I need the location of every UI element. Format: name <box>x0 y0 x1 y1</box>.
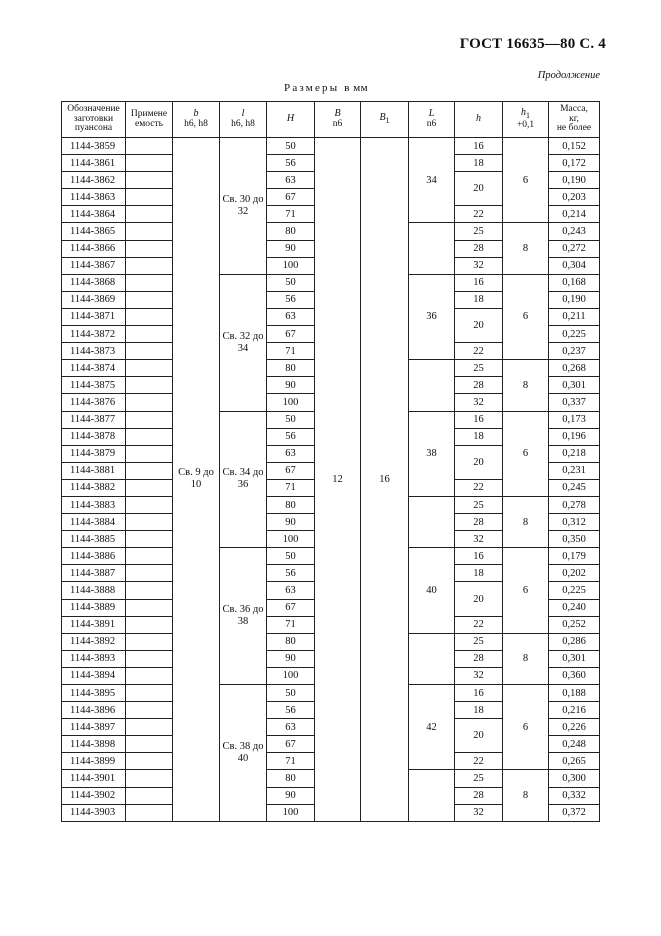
mass-cell: 0,360 <box>549 667 600 684</box>
H-cell: 71 <box>267 479 315 496</box>
h-cell: 25 <box>455 496 503 513</box>
mass-cell: 0,202 <box>549 565 600 582</box>
designation-cell: 1144-3876 <box>62 394 126 411</box>
mass-cell: 0,268 <box>549 360 600 377</box>
L-cell-empty <box>409 223 455 274</box>
designation-cell: 1144-3862 <box>62 172 126 189</box>
mass-cell: 0,173 <box>549 411 600 428</box>
B-cell: 12 <box>315 138 361 822</box>
h-cell: 28 <box>455 240 503 257</box>
application-cell <box>126 565 173 582</box>
continuation-label: Продолжение <box>537 70 600 81</box>
h-cell: 25 <box>455 633 503 650</box>
header-row <box>62 102 600 138</box>
h-cell: 25 <box>455 360 503 377</box>
H-cell: 50 <box>267 685 315 702</box>
H-cell: 67 <box>267 599 315 616</box>
mass-cell: 0,216 <box>549 702 600 719</box>
H-cell: 80 <box>267 496 315 513</box>
application-cell <box>126 445 173 462</box>
H-cell: 100 <box>267 804 315 821</box>
H-cell: 56 <box>267 291 315 308</box>
application-cell <box>126 804 173 821</box>
designation-cell: 1144-3889 <box>62 599 126 616</box>
designation-cell: 1144-3892 <box>62 633 126 650</box>
application-cell <box>126 223 173 240</box>
application-cell <box>126 685 173 702</box>
l-cell: Св. 32 до 34 <box>220 274 267 411</box>
h-cell: 32 <box>455 394 503 411</box>
application-cell <box>126 616 173 633</box>
designation-cell: 1144-3901 <box>62 770 126 787</box>
application-cell <box>126 240 173 257</box>
dimensions-unit: в мм <box>344 82 369 94</box>
designation-cell: 1144-3864 <box>62 206 126 223</box>
h-cell: 16 <box>455 138 503 155</box>
application-cell <box>126 206 173 223</box>
H-cell: 71 <box>267 753 315 770</box>
mass-cell: 0,190 <box>549 172 600 189</box>
h-cell: 16 <box>455 685 503 702</box>
h1-cell: 6 <box>503 138 549 223</box>
col-L: L n6 <box>409 102 455 138</box>
mass-cell: 0,240 <box>549 599 600 616</box>
h-cell: 16 <box>455 548 503 565</box>
designation-cell: 1144-3882 <box>62 479 126 496</box>
col-l: l h6, h8 <box>220 102 267 138</box>
H-cell: 67 <box>267 736 315 753</box>
h-cell: 32 <box>455 257 503 274</box>
col-B: B n6 <box>315 102 361 138</box>
L-cell: 42 <box>409 685 455 770</box>
H-cell: 56 <box>267 155 315 172</box>
L-cell-empty <box>409 633 455 684</box>
h-cell: 20 <box>455 172 503 206</box>
mass-cell: 0,168 <box>549 274 600 291</box>
designation-cell: 1144-3886 <box>62 548 126 565</box>
application-cell <box>126 172 173 189</box>
b-cell: Св. 9 до 10 <box>173 138 220 822</box>
application-cell <box>126 326 173 343</box>
page-header-title: ГОСТ 16635—80 С. 4 <box>459 36 606 52</box>
application-cell <box>126 462 173 479</box>
h-cell: 28 <box>455 787 503 804</box>
h-cell: 16 <box>455 411 503 428</box>
h-cell: 20 <box>455 445 503 479</box>
h1-cell: 8 <box>503 770 549 821</box>
h-cell: 32 <box>455 667 503 684</box>
mass-cell: 0,332 <box>549 787 600 804</box>
h-cell: 18 <box>455 291 503 308</box>
mass-cell: 0,301 <box>549 377 600 394</box>
h1-cell: 6 <box>503 411 549 496</box>
designation-cell: 1144-3899 <box>62 753 126 770</box>
L-cell-empty <box>409 360 455 411</box>
H-cell: 71 <box>267 206 315 223</box>
application-cell <box>126 667 173 684</box>
h-cell: 18 <box>455 428 503 445</box>
application-cell <box>126 394 173 411</box>
H-cell: 80 <box>267 360 315 377</box>
h-cell: 28 <box>455 650 503 667</box>
mass-cell: 0,278 <box>549 496 600 513</box>
l-cell: Св. 38 до 40 <box>220 685 267 822</box>
application-cell <box>126 599 173 616</box>
application-cell <box>126 189 173 206</box>
h-cell: 22 <box>455 343 503 360</box>
H-cell: 90 <box>267 787 315 804</box>
l-cell: Св. 34 до 36 <box>220 411 267 548</box>
application-cell <box>126 291 173 308</box>
application-cell <box>126 633 173 650</box>
H-cell: 90 <box>267 650 315 667</box>
dimensions-word: Размеры <box>284 82 340 94</box>
application-cell <box>126 155 173 172</box>
l-cell: Св. 30 до 32 <box>220 138 267 275</box>
H-cell: 80 <box>267 223 315 240</box>
H-cell: 50 <box>267 138 315 155</box>
H-cell: 63 <box>267 308 315 325</box>
mass-cell: 0,337 <box>549 394 600 411</box>
h-cell: 18 <box>455 702 503 719</box>
designation-cell: 1144-3896 <box>62 702 126 719</box>
designation-cell: 1144-3884 <box>62 514 126 531</box>
mass-cell: 0,252 <box>549 616 600 633</box>
H-cell: 56 <box>267 702 315 719</box>
h1-cell: 8 <box>503 633 549 684</box>
H-cell: 50 <box>267 274 315 291</box>
designation-cell: 1144-3868 <box>62 274 126 291</box>
col-h: h <box>455 102 503 138</box>
l-cell: Св. 36 до 38 <box>220 548 267 685</box>
H-cell: 56 <box>267 428 315 445</box>
mass-cell: 0,218 <box>549 445 600 462</box>
L-cell: 36 <box>409 274 455 359</box>
col-application: Примене емость <box>126 102 173 138</box>
designation-cell: 1144-3888 <box>62 582 126 599</box>
H-cell: 80 <box>267 770 315 787</box>
application-cell <box>126 274 173 291</box>
mass-cell: 0,300 <box>549 770 600 787</box>
designation-cell: 1144-3872 <box>62 326 126 343</box>
L-cell: 38 <box>409 411 455 496</box>
mass-cell: 0,203 <box>549 189 600 206</box>
designation-cell: 1144-3879 <box>62 445 126 462</box>
mass-cell: 0,237 <box>549 343 600 360</box>
mass-cell: 0,372 <box>549 804 600 821</box>
H-cell: 90 <box>267 514 315 531</box>
h-cell: 20 <box>455 582 503 616</box>
col-mass: Масса, кг, не более <box>549 102 600 138</box>
h1-cell: 6 <box>503 548 549 633</box>
H-cell: 80 <box>267 633 315 650</box>
application-cell <box>126 770 173 787</box>
designation-cell: 1144-3891 <box>62 616 126 633</box>
mass-cell: 0,312 <box>549 514 600 531</box>
mass-cell: 0,211 <box>549 308 600 325</box>
col-designation: Обозначение заготовки пуансона <box>62 102 126 138</box>
H-cell: 100 <box>267 531 315 548</box>
mass-cell: 0,304 <box>549 257 600 274</box>
table-row <box>62 138 600 155</box>
L-cell-empty <box>409 496 455 547</box>
mass-cell: 0,245 <box>549 479 600 496</box>
designation-cell: 1144-3866 <box>62 240 126 257</box>
mass-cell: 0,248 <box>549 736 600 753</box>
application-cell <box>126 308 173 325</box>
designation-cell: 1144-3861 <box>62 155 126 172</box>
H-cell: 67 <box>267 326 315 343</box>
h-cell: 18 <box>455 155 503 172</box>
h-cell: 25 <box>455 223 503 240</box>
application-cell <box>126 479 173 496</box>
designation-cell: 1144-3893 <box>62 650 126 667</box>
H-cell: 100 <box>267 257 315 274</box>
designation-cell: 1144-3885 <box>62 531 126 548</box>
h-cell: 28 <box>455 377 503 394</box>
mass-cell: 0,152 <box>549 138 600 155</box>
designation-cell: 1144-3881 <box>62 462 126 479</box>
H-cell: 50 <box>267 411 315 428</box>
dimensions-table <box>61 101 600 822</box>
col-b: b h6, h8 <box>173 102 220 138</box>
col-h1: $h_1$ +0,1 <box>503 102 549 138</box>
designation-cell: 1144-3871 <box>62 308 126 325</box>
h-cell: 22 <box>455 206 503 223</box>
designation-cell: 1144-3874 <box>62 360 126 377</box>
designation-cell: 1144-3863 <box>62 189 126 206</box>
h1-cell: 8 <box>503 360 549 411</box>
application-cell <box>126 531 173 548</box>
H-cell: 67 <box>267 189 315 206</box>
h-cell: 20 <box>455 719 503 753</box>
application-cell <box>126 496 173 513</box>
H-cell: 63 <box>267 582 315 599</box>
application-cell <box>126 411 173 428</box>
mass-cell: 0,179 <box>549 548 600 565</box>
mass-cell: 0,226 <box>549 719 600 736</box>
application-cell <box>126 548 173 565</box>
designation-cell: 1144-3877 <box>62 411 126 428</box>
designation-cell: 1144-3878 <box>62 428 126 445</box>
H-cell: 63 <box>267 719 315 736</box>
application-cell <box>126 428 173 445</box>
application-cell <box>126 343 173 360</box>
mass-cell: 0,272 <box>549 240 600 257</box>
mass-cell: 0,188 <box>549 685 600 702</box>
H-cell: 100 <box>267 667 315 684</box>
application-cell <box>126 582 173 599</box>
designation-cell: 1144-3898 <box>62 736 126 753</box>
application-cell <box>126 360 173 377</box>
designation-cell: 1144-3865 <box>62 223 126 240</box>
mass-cell: 0,231 <box>549 462 600 479</box>
dimensions-caption <box>284 82 368 94</box>
L-cell: 40 <box>409 548 455 633</box>
application-cell <box>126 650 173 667</box>
h-cell: 16 <box>455 274 503 291</box>
designation-cell: 1144-3887 <box>62 565 126 582</box>
designation-cell: 1144-3867 <box>62 257 126 274</box>
L-cell-empty <box>409 770 455 821</box>
mass-cell: 0,190 <box>549 291 600 308</box>
designation-cell: 1144-3873 <box>62 343 126 360</box>
h-cell: 18 <box>455 565 503 582</box>
H-cell: 90 <box>267 240 315 257</box>
h1-cell: 6 <box>503 274 549 359</box>
designation-cell: 1144-3895 <box>62 685 126 702</box>
h-cell: 22 <box>455 616 503 633</box>
application-cell <box>126 702 173 719</box>
B1-cell: 16 <box>361 138 409 822</box>
h-cell: 28 <box>455 514 503 531</box>
designation-cell: 1144-3902 <box>62 787 126 804</box>
H-cell: 56 <box>267 565 315 582</box>
H-cell: 63 <box>267 172 315 189</box>
h1-cell: 8 <box>503 223 549 274</box>
h1-cell: 8 <box>503 496 549 547</box>
designation-cell: 1144-3859 <box>62 138 126 155</box>
mass-cell: 0,214 <box>549 206 600 223</box>
application-cell <box>126 138 173 155</box>
H-cell: 71 <box>267 616 315 633</box>
designation-cell: 1144-3883 <box>62 496 126 513</box>
mass-cell: 0,196 <box>549 428 600 445</box>
H-cell: 63 <box>267 445 315 462</box>
mass-cell: 0,243 <box>549 223 600 240</box>
L-cell: 34 <box>409 138 455 223</box>
designation-cell: 1144-3897 <box>62 719 126 736</box>
H-cell: 100 <box>267 394 315 411</box>
designation-cell: 1144-3869 <box>62 291 126 308</box>
application-cell <box>126 787 173 804</box>
mass-cell: 0,350 <box>549 531 600 548</box>
application-cell <box>126 753 173 770</box>
h-cell: 32 <box>455 804 503 821</box>
mass-cell: 0,265 <box>549 753 600 770</box>
H-cell: 50 <box>267 548 315 565</box>
mass-cell: 0,225 <box>549 582 600 599</box>
application-cell <box>126 719 173 736</box>
application-cell <box>126 514 173 531</box>
application-cell <box>126 736 173 753</box>
application-cell <box>126 257 173 274</box>
H-cell: 67 <box>267 462 315 479</box>
table-body <box>62 138 600 822</box>
designation-cell: 1144-3894 <box>62 667 126 684</box>
col-H: H <box>267 102 315 138</box>
mass-cell: 0,301 <box>549 650 600 667</box>
application-cell <box>126 377 173 394</box>
designation-cell: 1144-3903 <box>62 804 126 821</box>
H-cell: 90 <box>267 377 315 394</box>
h-cell: 25 <box>455 770 503 787</box>
mass-cell: 0,172 <box>549 155 600 172</box>
h1-cell: 6 <box>503 685 549 770</box>
h-cell: 22 <box>455 753 503 770</box>
mass-cell: 0,286 <box>549 633 600 650</box>
h-cell: 32 <box>455 531 503 548</box>
h-cell: 22 <box>455 479 503 496</box>
h-cell: 20 <box>455 308 503 342</box>
designation-cell: 1144-3875 <box>62 377 126 394</box>
H-cell: 71 <box>267 343 315 360</box>
col-B1: $B_1$ <box>361 102 409 138</box>
mass-cell: 0,225 <box>549 326 600 343</box>
